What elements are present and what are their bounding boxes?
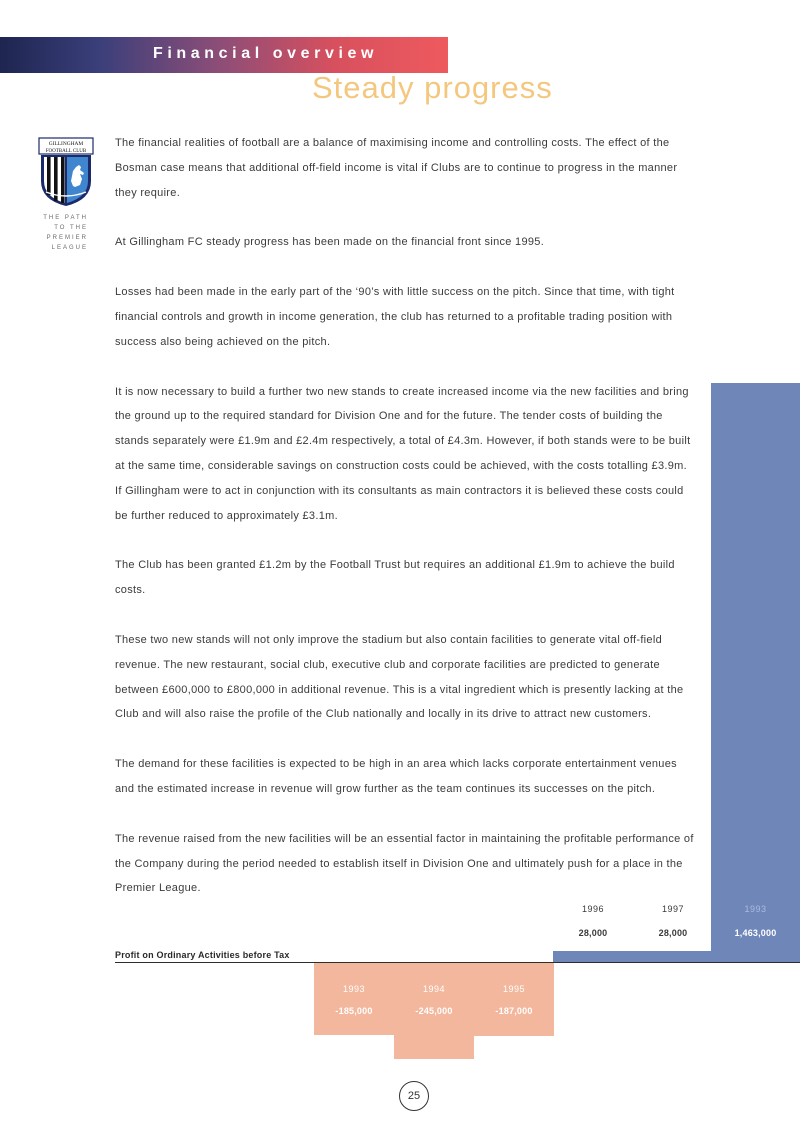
- section-title: Financial overview: [153, 45, 379, 62]
- tick-label: 1995: [502, 984, 526, 994]
- tagline-line: PREMIER: [46, 235, 88, 241]
- chart-baseline: [115, 962, 800, 963]
- page-title: Steady progress: [312, 70, 553, 105]
- paragraph: It is now necessary to build a further two new stands to create increased income via the new facilities and bring the ground up to the required standard for Division One and for the future. The tender costs of building the stands separately were £1.9m and £2.4m respectively, a total of £4.3m. However, if both stands were to be built at the same time, considerable savings on construction costs could be achieved, with the costs totalling £3.9m. If Gillingham were to act in conjunction with its consultants as main contractors it is believed these costs could be further reduced to approximately £3.1m.: [115, 385, 691, 522]
- crest-name-line2: FOOTBALL CLUB: [45, 149, 87, 154]
- crest-tagline: [28, 213, 88, 253]
- data-label: 28,000: [578, 928, 608, 938]
- tick-label: 1994: [422, 984, 446, 994]
- tick-label: 1996: [581, 904, 605, 914]
- tagline-line: LEAGUE: [51, 245, 88, 251]
- tagline-line: TO THE: [54, 225, 88, 231]
- paragraph: The demand for these facilities is expected to be high in an area which lacks corporate entertainment venues and the estimated increase in revenue will grow further as the team continues its successes on the pitch.: [115, 758, 677, 795]
- paragraph: The financial realities of football are a balance of maximising income and controlling costs. The effect of the Bosman case means that additional off-field income is vital if Clubs are to continue to progress in the manner they require.: [115, 137, 678, 199]
- chart-bar: [553, 951, 633, 962]
- data-label: 1,463,000: [734, 928, 777, 938]
- paragraph: Losses had been made in the early part of the ‘90’s with little success on the pitch. Since that time, with tight financial controls and growth in income generation, the club has returned to a profitable trading position with success also being achieved on the pitch.: [115, 286, 675, 348]
- section-banner: [0, 37, 448, 73]
- chart-bar: [711, 383, 800, 962]
- data-label: 28,000: [658, 928, 688, 938]
- body-text: [115, 131, 695, 926]
- chart-bar: [474, 962, 554, 1036]
- tick-label: 1997: [661, 904, 685, 914]
- data-label: -185,000: [335, 1006, 373, 1016]
- paragraph: These two new stands will not only improve the stadium but also contain facilities to generate vital off-field revenue. The new restaurant, social club, executive club and corporate facilities are predicted to generate between £600,000 to £800,000 in additional revenue. This is a vital ingredient which is presently lacking at the Club and will also raise the profile of the Club nationally and locally in its drive to attract new customers.: [115, 633, 684, 721]
- chart-bar: [314, 962, 394, 1035]
- chart-bar: [633, 951, 713, 962]
- tick-label: 1993: [342, 984, 366, 994]
- crest-name-line1: GILLINGHAM: [48, 141, 84, 147]
- data-label: -245,000: [415, 1006, 453, 1016]
- paragraph: At Gillingham FC steady progress has been made on the financial front since 1995.: [115, 236, 545, 249]
- chart-title: Profit on Ordinary Activities before Tax: [115, 950, 290, 960]
- club-crest: [38, 137, 94, 207]
- data-label: -187,000: [495, 1006, 533, 1016]
- tagline-line: THE PATH: [43, 215, 88, 221]
- paragraph: The Club has been granted £1.2m by the Football Trust but requires an additional £1.9m to achieve the build costs.: [115, 559, 675, 597]
- page-number: 25: [399, 1081, 429, 1111]
- paragraph: The revenue raised from the new facilities will be an essential factor in maintaining the profitable performance of the Company during the period needed to establish itself in Division One and ultimately push for a place in the Premier League.: [115, 832, 694, 895]
- tick-label: 1993: [744, 904, 767, 914]
